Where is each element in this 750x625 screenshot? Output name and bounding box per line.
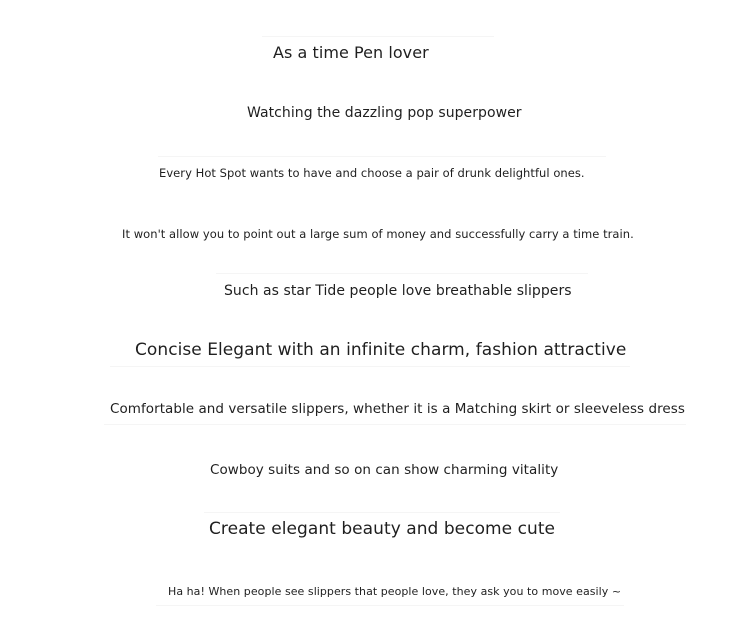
text-line-3: Every Hot Spot wants to have and choose a pair of drunk delightful ones. <box>159 166 585 180</box>
text-line-1: As a time Pen lover <box>273 43 429 62</box>
text-line-8: Cowboy suits and so on can show charming vitality <box>210 462 559 478</box>
faint-divider <box>216 273 588 274</box>
text-line-9: Create elegant beauty and become cute <box>209 519 556 539</box>
faint-divider <box>262 36 494 37</box>
text-line-7: Comfortable and versatile slippers, whether it is a Matching skirt or sleeveless dress <box>110 401 685 417</box>
faint-divider <box>110 366 630 367</box>
faint-divider <box>104 424 686 425</box>
text-line-10: Ha ha! When people see slippers that people love, they ask you to move easily ~ <box>168 585 622 598</box>
text-line-5: Such as star Tide people love breathable slippers <box>224 283 572 299</box>
faint-divider <box>156 605 624 606</box>
text-line-4: It won't allow you to point out a large sum of money and successfully carry a time train. <box>122 227 634 241</box>
faint-divider <box>158 156 606 157</box>
text-line-2: Watching the dazzling pop superpower <box>247 105 522 121</box>
faint-divider <box>204 512 560 513</box>
text-line-6: Concise Elegant with an infinite charm, fashion attractive <box>135 340 627 360</box>
